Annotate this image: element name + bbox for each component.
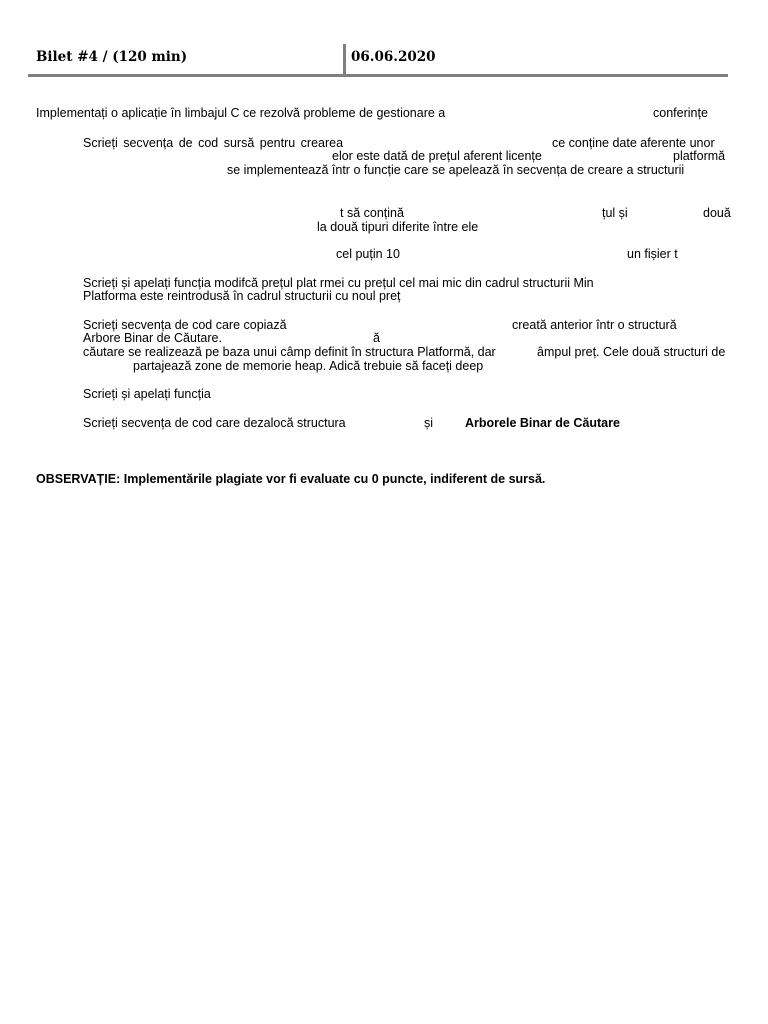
task6-line1c: Arborele Binar de Căutare bbox=[465, 416, 620, 430]
intro-tail: conferințe bbox=[653, 106, 708, 120]
task4-line1a: Scrieți secvența de cod care copiază bbox=[83, 318, 287, 332]
task3-line2: Platforma este reintrodusă în cadrul structurii cu noul preț bbox=[83, 289, 401, 303]
task6-line1a: Scrieți secvența de cod care dezalocă structura bbox=[83, 416, 346, 430]
task2-line1c: două bbox=[703, 206, 731, 220]
ticket-title: Bilet #4 / (120 min) bbox=[36, 49, 188, 65]
task5-line1: Scrieți și apelați funcția bbox=[83, 387, 211, 401]
task2-line3a: cel puțin 10 bbox=[336, 247, 400, 261]
task2-line2: la două tipuri diferite între ele bbox=[317, 220, 479, 234]
task2-line1a: t să conțină bbox=[340, 206, 404, 220]
task4-line3b: âmpul preț. Cele două structuri de bbox=[537, 345, 726, 359]
task1-line3: se implementează într o funcție care se apelează în secvența de creare a structurii bbox=[227, 163, 685, 177]
intro-text: Implementați o aplicație în limbajul C ce rezolvă probleme de gestionare a bbox=[36, 106, 446, 120]
task2-line1b: țul și bbox=[602, 206, 628, 220]
task4-line3a: căutare se realizează pe baza unui câmp definit în structura Platformă, dar bbox=[83, 345, 496, 359]
task1-line2b: platformă bbox=[673, 149, 726, 163]
task1-line2a: elor este dată de prețul aferent licențe bbox=[332, 149, 542, 163]
task3-line1: Scrieți și apelați funcția modifcă prețul plat rmei cu prețul cel mai mic din cadrul structurii Min bbox=[83, 276, 594, 290]
header-divider bbox=[343, 44, 346, 74]
ticket-date: 06.06.2020 bbox=[351, 49, 436, 65]
task4-line1b: creată anterior într o structură bbox=[512, 318, 677, 332]
task4-line2a: Arbore Binar de Căutare. bbox=[83, 331, 222, 345]
task6-line1b: și bbox=[424, 416, 434, 430]
task4-line4: partajează zone de memorie heap. Adică trebuie să faceți deep bbox=[133, 359, 484, 373]
task2-line3b: un fișier t bbox=[627, 247, 678, 261]
task4-line2b: ă bbox=[373, 331, 380, 345]
observation-note: OBSERVAȚIE: Implementările plagiate vor fi evaluate cu 0 puncte, indiferent de sursă. bbox=[36, 472, 546, 486]
ticket-header bbox=[28, 44, 728, 77]
task1-line1a: Scrieți secvența de cod sursă pentru crearea bbox=[83, 136, 344, 150]
task1-line1b: ce conține date aferente unor bbox=[552, 136, 715, 150]
